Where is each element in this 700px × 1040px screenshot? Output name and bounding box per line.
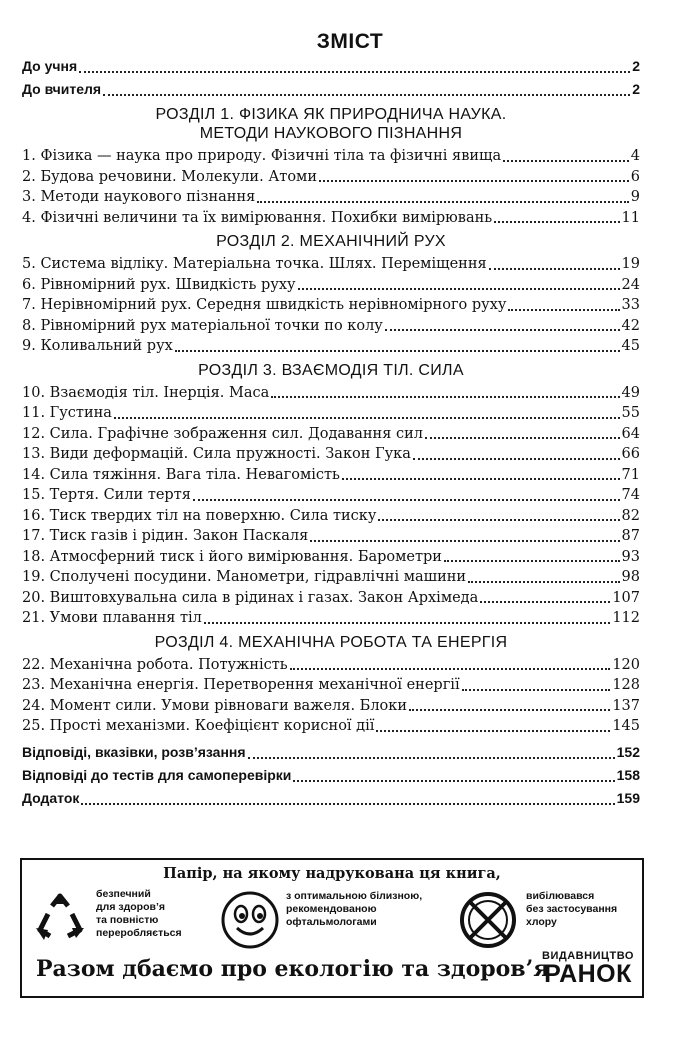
eco-text-recycle <box>96 888 182 940</box>
toc-entry-title: 13. Види деформацій. Сила пружності. Закон Гука <box>22 446 411 462</box>
toc-dot-leader <box>319 180 629 182</box>
toc-entry <box>22 526 640 547</box>
toc-entry-title: Додаток <box>22 789 80 806</box>
toc-entry <box>22 716 640 737</box>
toc-entry <box>22 655 640 676</box>
toc-entry-title: 4. Фізичні величини та їх вимірювання. Похибки вимірювань <box>22 209 493 226</box>
toc-entry-page: 6 <box>630 168 640 185</box>
toc-entry-title: До вчителя <box>22 81 102 97</box>
toc-entry-title: 21. Умови плавання тіл <box>22 610 202 626</box>
toc-dot-leader <box>494 221 619 223</box>
toc-entry-page: 33 <box>621 297 640 313</box>
toc-entry-page: 45 <box>621 338 640 354</box>
section-heading-line: МЕТОДИ НАУКОВОГО ПІЗНАННЯ <box>199 125 463 142</box>
eco-item-whiteness <box>220 888 450 950</box>
toc-entry-title: 24. Момент сили. Умови рівноваги важеля. Блоки <box>22 697 407 714</box>
eco-item-chlorine <box>458 888 638 950</box>
toc-dot-leader <box>79 71 630 73</box>
toc-entry-title: 1. Фізика — наука про природу. Фізичні тіла та фізичні явища <box>22 148 502 164</box>
recycle-icon <box>32 892 88 948</box>
toc-dot-leader <box>204 622 610 624</box>
no-chlorine-icon <box>458 890 518 950</box>
toc-entry-page: 120 <box>612 656 640 673</box>
toc-entry <box>22 275 640 296</box>
eco-line: офтальмологами <box>286 916 377 928</box>
toc-entry <box>22 383 640 404</box>
toc-entry-title: 3. Методи наукового пізнання <box>22 189 256 205</box>
toc-entry <box>22 696 640 717</box>
toc-entry-page: 9 <box>630 189 640 205</box>
toc-entry <box>22 78 640 101</box>
toc-entry-page: 49 <box>621 384 640 401</box>
eco-line: безпечний <box>96 888 151 900</box>
toc-entry-title: 9. Коливальний рух <box>22 338 173 354</box>
toc-entry-title: Відповіді, вказівки, розв’язання <box>22 743 246 760</box>
toc-entry-title: 6. Рівномірний рух. Швидкість руху <box>22 276 296 293</box>
table-of-contents <box>22 55 640 810</box>
toc-entry-page: 158 <box>616 766 640 783</box>
eco-line: вибілювався <box>526 890 595 902</box>
toc-entry-page: 82 <box>621 507 640 524</box>
toc-entry-title: 10. Взаємодія тіл. Інерція. Маса <box>22 384 270 401</box>
toc-dot-leader <box>257 201 628 203</box>
toc-entry-page: 4 <box>630 148 640 164</box>
toc-entry <box>22 547 640 568</box>
toc-entry-title: 16. Тиск твердих тіл на поверхню. Сила тиску <box>22 507 377 524</box>
toc-entry <box>22 55 640 78</box>
toc-entry-page: 87 <box>621 528 640 544</box>
toc-entry <box>22 146 640 167</box>
toc-entry <box>22 316 640 337</box>
smiley-icon <box>220 890 280 950</box>
eco-line: рекомендованою <box>286 903 377 915</box>
section-heading <box>22 101 640 146</box>
toc-dot-leader <box>193 499 620 501</box>
toc-dot-leader <box>508 309 619 311</box>
toc-entry-title: До учня <box>22 58 78 74</box>
section-heading-line: РОЗДІЛ 3. ВЗАЄМОДІЯ ТІЛ. СИЛА <box>198 361 464 379</box>
toc-dot-leader <box>468 581 619 583</box>
toc-entry-page: 42 <box>621 317 640 334</box>
toc-entry <box>22 506 640 527</box>
toc-entry-page: 55 <box>621 405 640 421</box>
toc-dot-leader <box>480 601 610 603</box>
toc-entry <box>22 424 640 445</box>
toc-entry-title: 14. Сила тяжіння. Вага тіла. Невагомість <box>22 466 340 483</box>
toc-entry-page: 145 <box>612 718 640 734</box>
publisher-logo <box>540 950 636 986</box>
page-title: ЗМІСТ <box>316 30 384 53</box>
toc-entry <box>22 485 640 506</box>
toc-entry-title: 23. Механічна енергія. Перетворення механічної енергії <box>22 677 460 693</box>
toc-entry-page: 24 <box>621 276 640 293</box>
section-heading-line: РОЗДІЛ 1. ФІЗИКА ЯК ПРИРОДНИЧА НАУКА. <box>155 106 507 123</box>
toc-dot-leader <box>378 519 619 521</box>
toc-dot-leader <box>376 730 610 732</box>
toc-entry-title: 5. Система відліку. Матеріальна точка. Шлях. Переміщення <box>22 256 487 272</box>
toc-entry-title: 20. Виштовхувальна сила в рідинах і газах. Закон Архімеда <box>22 589 479 606</box>
section-heading <box>22 228 640 254</box>
toc-entry-page: 64 <box>621 425 640 442</box>
toc-entry-page: 159 <box>616 789 640 806</box>
toc-dot-leader <box>409 709 610 711</box>
eco-info-box <box>20 858 644 998</box>
toc-entry <box>22 187 640 208</box>
toc-entry-page: 128 <box>612 677 640 693</box>
toc-dot-leader <box>385 329 620 331</box>
toc-entry <box>22 787 640 810</box>
toc-entry <box>22 588 640 609</box>
eco-line: з оптимальною білизною, <box>286 890 423 902</box>
toc-entry-title: 25. Прості механізми. Коефіцієнт корисної дії <box>22 718 375 734</box>
toc-dot-leader <box>489 268 620 270</box>
toc-entry-title: 17. Тиск газів і рідин. Закон Паскаля <box>22 528 309 544</box>
toc-entry-page: 11 <box>621 209 640 226</box>
eco-header: Папір, на якому надрукована ця книга, <box>163 865 501 882</box>
toc-entry-title: 18. Атмосферний тиск і його вимірювання. Барометри <box>22 548 442 565</box>
toc-entry <box>22 336 640 357</box>
toc-dot-leader <box>290 668 611 670</box>
toc-entry-title: 8. Рівномірний рух матеріальної точки по колу <box>22 317 383 334</box>
toc-entry <box>22 208 640 229</box>
toc-entry-title: 11. Густина <box>22 405 112 421</box>
eco-line: переробляється <box>96 927 182 939</box>
toc-entry-title: Відповіді до тестів для самоперевірки <box>22 766 292 783</box>
toc-entry-title: 12. Сила. Графічне зображення сил. Додавання сил <box>22 425 423 442</box>
toc-entry <box>22 254 640 275</box>
section-heading-line: РОЗДІЛ 2. МЕХАНІЧНИЙ РУХ <box>216 233 446 250</box>
eco-line: хлору <box>526 916 557 928</box>
toc-entry-page: 19 <box>621 256 640 272</box>
toc-dot-leader <box>271 396 619 398</box>
toc-entry <box>22 403 640 424</box>
toc-dot-leader <box>298 288 620 290</box>
toc-entry-title: 2. Будова речовини. Молекули. Атоми <box>22 168 317 185</box>
toc-dot-leader <box>310 540 619 542</box>
toc-entry-page: 2 <box>632 58 640 74</box>
toc-dot-leader <box>293 780 614 782</box>
toc-entry-page: 71 <box>621 466 640 483</box>
toc-entry <box>22 465 640 486</box>
toc-entry <box>22 167 640 188</box>
toc-entry <box>22 675 640 696</box>
toc-dot-leader <box>175 350 620 352</box>
toc-dot-leader <box>103 94 630 96</box>
section-heading-line: РОЗДІЛ 4. МЕХАНІЧНА РОБОТА ТА ЕНЕРГІЯ <box>154 633 508 651</box>
toc-dot-leader <box>114 417 620 419</box>
toc-entry <box>22 608 640 629</box>
eco-item-recycle <box>32 888 212 950</box>
toc-dot-leader <box>81 803 614 805</box>
toc-entry-page: 93 <box>621 548 640 565</box>
toc-entry <box>22 295 640 316</box>
toc-entry-page: 98 <box>621 569 640 585</box>
toc-entry-title: 15. Тертя. Сили тертя <box>22 487 191 503</box>
toc-entry-title: 19. Сполучені посудини. Манометри, гідравлічні машини <box>22 569 467 585</box>
eco-line: для здоров’я <box>96 901 166 913</box>
toc-dot-leader <box>342 478 620 480</box>
toc-entry <box>22 567 640 588</box>
toc-entry-page: 137 <box>612 697 640 714</box>
toc-entry-page: 107 <box>612 589 640 606</box>
toc-entry-page: 66 <box>621 446 640 462</box>
publisher-prefix: ВИДАВНИЦТВО <box>542 950 634 962</box>
toc-dot-leader <box>413 458 620 460</box>
toc-entry <box>22 741 640 764</box>
toc-entry <box>22 764 640 787</box>
toc-dot-leader <box>444 560 620 562</box>
toc-entry <box>22 444 640 465</box>
toc-dot-leader <box>248 757 615 759</box>
eco-text-whiteness <box>286 890 422 929</box>
publisher-name: РАНОК <box>544 960 632 988</box>
section-heading <box>22 629 640 655</box>
toc-dot-leader <box>462 689 611 691</box>
toc-entry-title: 7. Нерівномірний рух. Середня швидкість нерівномірного руху <box>22 297 507 313</box>
toc-dot-leader <box>425 437 620 439</box>
toc-entry-page: 2 <box>632 81 640 97</box>
toc-dot-leader <box>503 160 629 162</box>
eco-line: без застосування <box>526 903 618 915</box>
toc-entry-page: 112 <box>612 610 640 626</box>
eco-slogan: Разом дбаємо про екологію та здоров’я <box>36 956 550 982</box>
toc-entry-page: 152 <box>616 743 640 760</box>
eco-text-chlorine <box>526 890 617 929</box>
eco-line: та повністю <box>96 914 159 926</box>
toc-entry-page: 74 <box>621 487 640 503</box>
section-heading <box>22 357 640 383</box>
toc-entry-title: 22. Механічна робота. Потужність <box>22 656 288 673</box>
